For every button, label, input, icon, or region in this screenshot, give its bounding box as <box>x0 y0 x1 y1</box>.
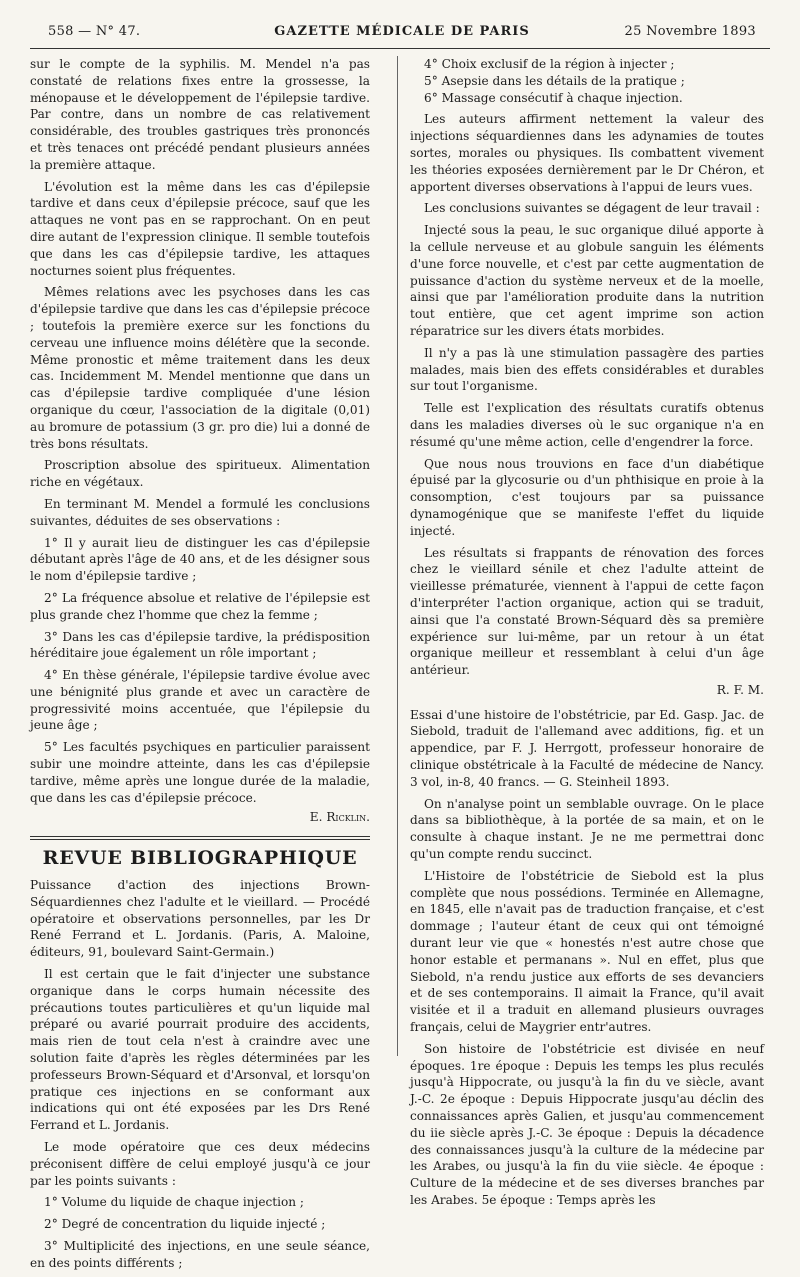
paragraph: En terminant M. Mendel a formulé les conclusions suivantes, déduites de ses observations : <box>30 496 370 528</box>
review-heading: Puissance d'action des injections Brown-Séquardiennes chez l'adulte et le vieillard. — Procédé opératoire et observations personnelles, par les Dr René Ferrand et L. Jordanis. (Paris, A. Maloine, éditeurs, 91, boulevard Saint-Germain.) <box>30 878 370 960</box>
list-item: 1° Volume du liquide de chaque injection ; <box>44 1195 304 1210</box>
section-rule <box>30 836 370 837</box>
paragraph: Il n'y a pas là une stimulation passagère des parties malades, mais bien des effets considérables et durables sur tout l'organisme. <box>410 345 764 394</box>
paragraph: Les conclusions suivantes se dégagent de leur travail : <box>424 201 760 216</box>
paragraph: Injecté sous la peau, le suc organique dilué apporte à la cellule nerveuse et au globule sanguin les éléments d'une force nouvelle, et c'est par cette augmentation de puissance d'action du système nerveux et de la moelle, ainsi que par l'amélioration produite dans la nutrition tout entière, que cet agent imprime son action réparatrice sur les divers états morbides. <box>410 223 764 338</box>
conclusion-item: 3° Dans les cas d'épilepsie tardive, la prédisposition héréditaire joue également un rôle important ; <box>30 629 370 661</box>
issue-date: 25 Novembre 1893 <box>624 24 756 39</box>
paragraph: Son histoire de l'obstétricie est divisée en neuf époques. 1re époque : Depuis les temps les plus reculés jusqu'à Hippocrate, ou jusqu'à la fin du ve siècle, avant J.-C. 2e époque : Depuis Hippocrate jusqu'au déclin des connaissances après Galien, et jusqu'au commencement du iie siècle après J.-C. 3e époque : Depuis la décadence des connaissances jusqu'à la culture de la médecine par les Arabes, ou jusqu'à la fin du viie siècle. 4e époque : Culture de la médecine et de ses diverses branches par les Arabes. 5e époque : Temps après les <box>410 1041 764 1207</box>
paragraph: On n'analyse point un semblable ouvrage. On le place dans sa bibliothèque, à la portée de sa main, et on le consulte à chaque instant. Je ne me permettrai donc qu'un compte rendu succinct. <box>410 796 764 862</box>
right-column <box>410 56 764 1214</box>
conclusion-item: 2° La fréquence absolue et relative de l'épilepsie est plus grande chez l'homme que chez la femme ; <box>30 590 370 622</box>
paragraph: L'évolution est la même dans les cas d'épilepsie tardive et dans ceux d'épilepsie précoce, sauf que les attaques ne vont pas en se rapprochant. On en peut dire autant de l'expression clinique. Il semble toutefois que dans les cas d'épilepsie tardive, les attaques nocturnes soient plus fréquentes. <box>30 179 370 278</box>
running-header <box>48 24 756 46</box>
left-column <box>30 56 370 1277</box>
conclusion-item: 1° Il y aurait lieu de distinguer les cas d'épilepsie débutant après l'âge de 40 ans, et de les désigner sous le nom d'épilepsie tardive ; <box>30 535 370 584</box>
paragraph: Mêmes relations avec les psychoses dans les cas d'épilepsie tardive que dans les cas d'épilepsie précoce ; toutefois la première exerce sur les fonctions du cerveau une influence moins délétère que la seconde. Même pronostic et même traitement dans les deux cas. Incidemment M. Mendel mentionne que dans un cas d'épilepsie tardive compliquée d'une lésion organique du cœur, l'association de la digitale (0,01) au bromure de potassium (3 gr. pro die) lui a donné de très bons résultats. <box>30 285 370 451</box>
paragraph: Que nous nous trouvions en face d'un diabétique épuisé par la glycosurie ou d'un phthisique en proie à la consomption, c'est toujours par sa puissance dynamogénique que se manifeste l'effet du liquide injecté. <box>410 456 764 538</box>
conclusion-item: 4° En thèse générale, l'épilepsie tardive évolue avec une bénignité plus grande et avec un caractère de progressivité moins accentuée, que l'épilepsie du jeune âge ; <box>30 668 370 733</box>
section-rule <box>30 839 370 840</box>
conclusion-item: 5° Les facultés psychiques en particulier paraissent subir une moindre atteinte, dans les cas d'épilepsie tardive, même après une longue durée de la maladie, que dans les cas d'épilepsie précoce. <box>30 740 370 805</box>
signature <box>410 682 764 699</box>
page-number: 558 — N° 47. <box>48 24 141 39</box>
signature <box>30 809 370 826</box>
paragraph: Le mode opératoire que ces deux médecins préconisent diffère de celui employé jusqu'à ce jour par les points suivants : <box>30 1140 370 1188</box>
paragraph: Telle est l'explication des résultats curatifs obtenus dans les maladies diverses où le suc organique n'a en résumé qu'une même action, celle d'engendrer la force. <box>410 401 764 449</box>
section-title: REVUE BIBLIOGRAPHIQUE <box>42 847 358 870</box>
list-item: 3° Multiplicité des injections, en une seule séance, en des points différents ; <box>30 1239 370 1270</box>
paragraph: sur le compte de la syphilis. M. Mendel n'a pas constaté de relations fixes entre la grossesse, la ménopause et le développement de l'épilepsie tardive. Par contre, dans un nombre de cas relativement considérable, des troubles gastriques très prononcés et très tenaces ont précédé pendant plusieurs années la première attaque. <box>30 57 370 172</box>
paragraph: Proscription absolue des spiritueux. Alimentation riche en végétaux. <box>30 458 370 490</box>
paragraph: L'Histoire de l'obstétricie de Siebold est la plus complète que nous possédions. Terminée en Allemagne, en 1845, elle n'avait pas de traduction française, et c'est dommage ; l'auteur étant de ceux qui ont témoigné durant leur vie que « honestés n'est autre chose que honor estable et permanans ». Nul en effet, plus que Siebold, n'a rendu justice aux efforts de ses devanciers et de ses contemporains. Il aimait la France, qu'il avait visitée et il a traduit en allemand plusieurs ouvrages français, celui de Maygrier entr'autres. <box>410 868 764 1035</box>
list-item: 2° Degré de concentration du liquide injecté ; <box>44 1217 326 1232</box>
signature-text: E. Ricklin. <box>309 810 370 825</box>
column-divider <box>397 56 398 1056</box>
paragraph: Les résultats si frappants de rénovation des forces chez le vieillard sénile et chez l'adulte atteint de vieillesse prématurée, viennent à l'appui de cette façon d'interpréter l'action organique, action qui se traduit, ainsi que l'a constaté Brown-Séquard dès sa première expérience sur lui-même, par un retour à un état organique meilleur et ressemblant à celui d'un âge antérieur. <box>410 545 764 678</box>
signature-text: R. F. M. <box>716 682 764 697</box>
list-item: 5° Asepsie dans les détails de la pratique ; <box>424 73 685 88</box>
list-item: 4° Choix exclusif de la région à injecter ; <box>424 57 675 71</box>
paragraph: Les auteurs affirment nettement la valeur des injections séquardiennes dans les adynamies de toutes sortes, morales ou physiques. Ils combattent vivement les théories exposées dernièrement par le Dr Chéron, et apportent diverses observations à l'appui de leurs vues. <box>410 112 764 194</box>
paragraph: Il est certain que le fait d'injecter une substance organique dans le corps humain nécessite des précautions toutes particulières et qu'un liquide mal préparé ou avarié pourrait produire des accidents, mais rien de tout cela n'est à craindre avec une solution faite d'après les règles déterminées par les professeurs Brown-Séquard et d'Arsonval, et lorsqu'on pratique ces injections en se conformant aux indications qui ont été exposées par les Drs René Ferrand et L. Jordanis. <box>30 967 370 1133</box>
list-item: 6° Massage consécutif à chaque injection. <box>424 90 683 105</box>
header-rule <box>30 48 770 49</box>
journal-title: GAZETTE MÉDICALE DE PARIS <box>274 24 530 39</box>
review-heading: Essai d'une histoire de l'obstétricie, par Ed. Gasp. Jac. de Siebold, traduit de l'allemand avec additions, fig. et un appendice, par F. J. Herrgott, professeur honoraire de clinique obstétricale à la Faculté de médecine de Nancy. 3 vol, in-8, 40 francs. — G. Steinheil 1893. <box>410 707 764 789</box>
